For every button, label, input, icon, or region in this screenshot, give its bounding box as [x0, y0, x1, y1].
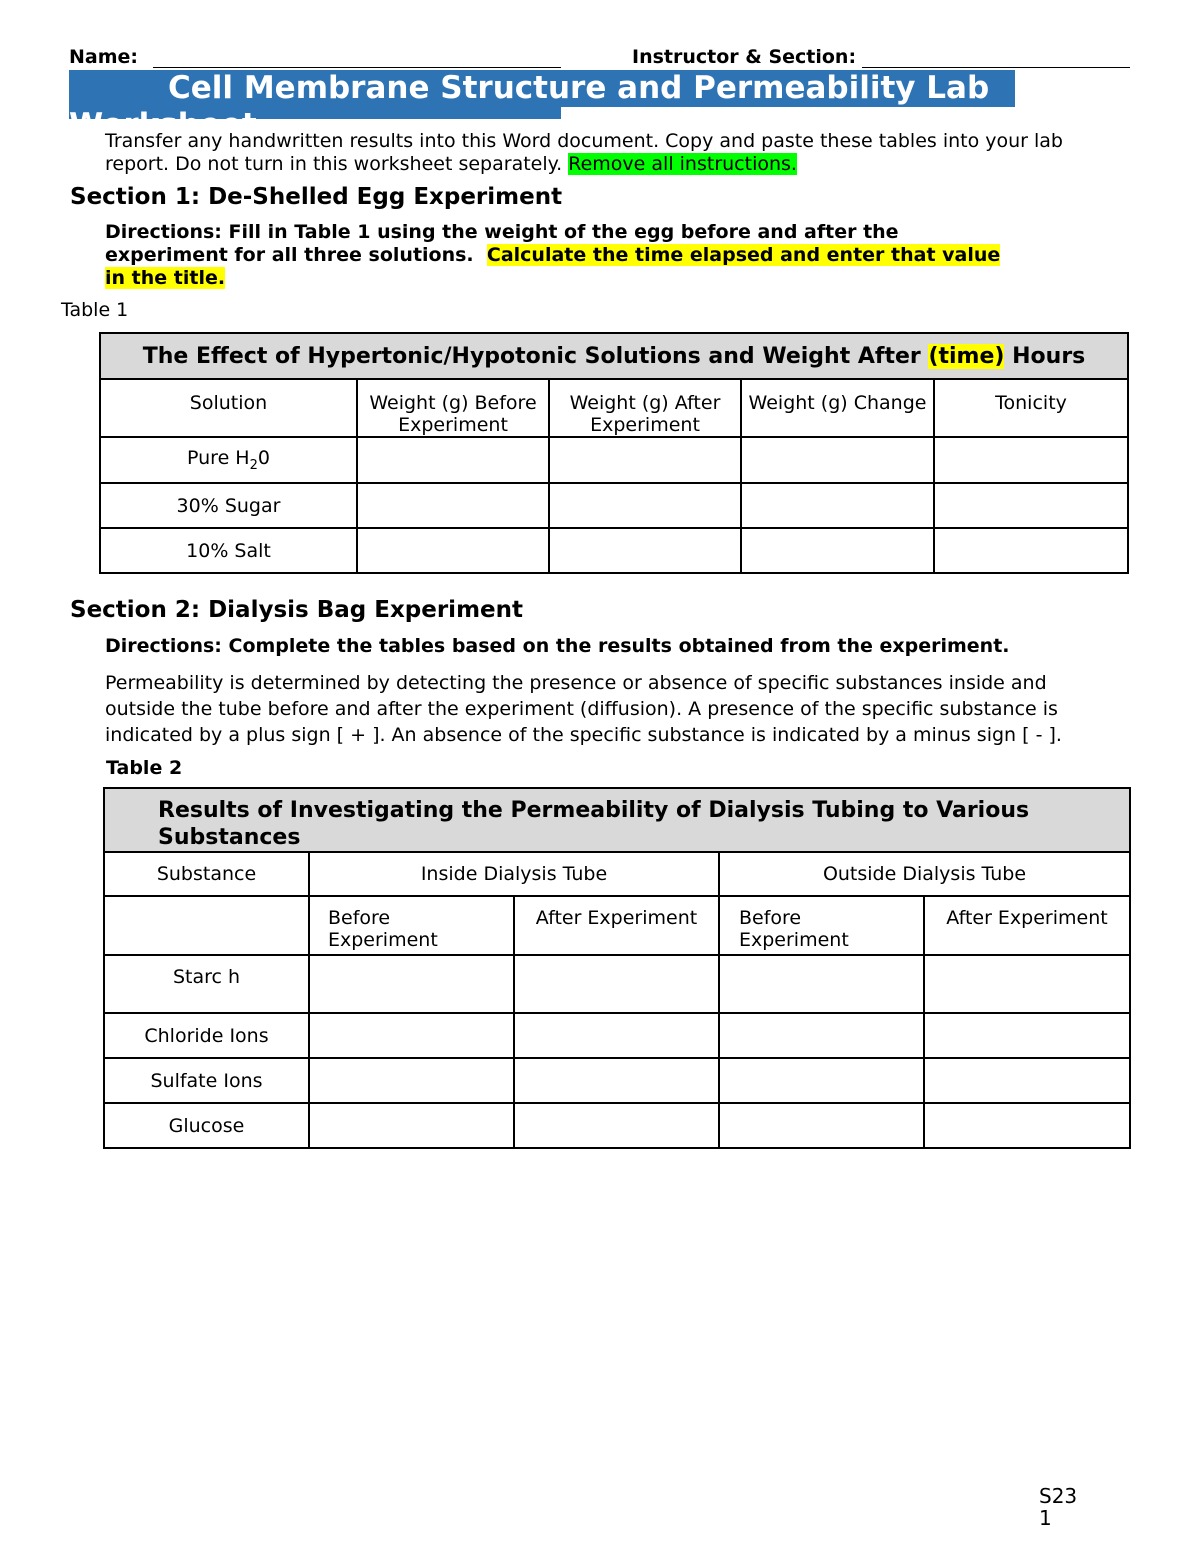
table1-title-a: The Effect of Hypertonic/Hypotonic Solutions and Weight After — [142, 343, 921, 369]
table1-header-change: Weight (g) Change — [741, 379, 934, 437]
table-cell[interactable] — [934, 437, 1128, 483]
section2-paragraph — [105, 670, 1062, 748]
table2-row-label: Sulfate Ions — [104, 1058, 309, 1103]
table2-title — [104, 788, 1130, 852]
table2-label: Table 2 — [106, 757, 183, 779]
table1 — [99, 332, 1129, 574]
page-title: Cell Membrane Structure and Permeability Lab — [168, 70, 990, 106]
table2-header-substance: Substance — [104, 852, 309, 896]
table-cell[interactable] — [357, 437, 549, 483]
table2-header-outside: Outside Dialysis Tube — [719, 852, 1130, 896]
table2-header-inside: Inside Dialysis Tube — [309, 852, 719, 896]
intro-paragraph — [105, 130, 1105, 176]
section1-heading: Section 1: De-Shelled Egg Experiment — [70, 184, 563, 210]
table-cell — [104, 896, 309, 955]
table2-sub-before-outside: Before Experiment — [719, 896, 924, 955]
table-cell[interactable] — [309, 1013, 514, 1058]
table2-sub-before-inside: Before Experiment — [309, 896, 514, 955]
table-cell[interactable] — [924, 1013, 1130, 1058]
page-title-line2: Worksheet — [69, 107, 257, 143]
table2-row-label: Glucose — [104, 1103, 309, 1148]
table-cell[interactable] — [514, 1103, 719, 1148]
instructor-field[interactable] — [862, 67, 1130, 68]
table2-sub-after-inside: After Experiment — [514, 896, 719, 955]
section1-highlight-line2: in the title. — [105, 267, 226, 289]
subscript-2: 2 — [249, 457, 258, 473]
section2-paragraph-line1: Permeability is determined by detecting the presence or absence of specific substances inside and — [105, 672, 1047, 694]
table2-title-line1: Results of Investigating the Permeability of Dialysis Tubing to Various — [158, 798, 1030, 823]
name-field[interactable] — [153, 67, 561, 68]
section1-directions — [105, 221, 1065, 290]
intro-text: Transfer any handwritten results into this Word document. Copy and paste these tables into your lab report. Do not turn in this worksheet separately. — [105, 130, 1063, 175]
table-cell[interactable] — [719, 1058, 924, 1103]
table1-row-label: 30% Sugar — [100, 483, 357, 528]
section1-directions-line3-wrap — [105, 267, 1065, 290]
section1-directions-line2-wrap — [105, 244, 1065, 267]
table1-title — [100, 333, 1128, 379]
table1-row-label: 10% Salt — [100, 528, 357, 573]
table2-sub-after-outside: After Experiment — [924, 896, 1130, 955]
table-cell[interactable] — [514, 1058, 719, 1103]
table-cell[interactable] — [924, 955, 1130, 1013]
section2-paragraph-line3: indicated by a plus sign [ + ]. An absence of the specific substance is indicated by a minus sign [ - ]. — [105, 724, 1062, 746]
table-cell[interactable] — [514, 1013, 719, 1058]
table1-row-label — [100, 437, 357, 483]
table1-header-solution: Solution — [100, 379, 357, 437]
table2-title-line2: Substances — [158, 825, 301, 850]
table-cell[interactable] — [924, 1058, 1130, 1103]
table1-header-tonicity: Tonicity — [934, 379, 1128, 437]
section1-highlight-line1: Calculate the time elapsed and enter that value — [486, 244, 1001, 266]
name-label: Name: — [69, 46, 139, 68]
footer-page: 1 — [1039, 1506, 1052, 1530]
table-cell[interactable] — [357, 483, 549, 528]
table1-row-pure-water-tail: 0 — [257, 447, 270, 470]
table-cell[interactable] — [934, 528, 1128, 573]
table2-row-label: Starc h — [104, 955, 309, 1013]
intro-highlight: Remove all instructions. — [568, 153, 797, 175]
table-cell[interactable] — [741, 528, 934, 573]
footer-page-clip — [1039, 1506, 1069, 1530]
table-cell[interactable] — [309, 955, 514, 1013]
section1-directions-line1: Directions: Fill in Table 1 using the weight of the egg before and after the — [105, 221, 899, 243]
table1-label: Table 1 — [61, 299, 129, 321]
table-cell[interactable] — [719, 955, 924, 1013]
instructor-label: Instructor & Section: — [632, 46, 857, 68]
table-cell[interactable] — [719, 1013, 924, 1058]
table-cell[interactable] — [549, 483, 741, 528]
table-cell[interactable] — [514, 955, 719, 1013]
section2-heading: Section 2: Dialysis Bag Experiment — [70, 597, 524, 623]
table-cell[interactable] — [309, 1103, 514, 1148]
table-cell[interactable] — [924, 1103, 1130, 1148]
table2 — [103, 787, 1131, 1149]
table-cell[interactable] — [309, 1058, 514, 1103]
section2-paragraph-line2: outside the tube before and after the experiment (diffusion). A presence of the specific substance is — [105, 698, 1058, 720]
table1-header-after: Weight (g) After Experiment — [549, 379, 741, 437]
table-cell[interactable] — [357, 528, 549, 573]
table-cell[interactable] — [719, 1103, 924, 1148]
table1-title-b: Hours — [1012, 343, 1086, 369]
table-cell[interactable] — [741, 483, 934, 528]
table-cell[interactable] — [934, 483, 1128, 528]
section2-directions: Directions: Complete the tables based on the results obtained from the experiment. — [105, 635, 1010, 657]
table1-header-before: Weight (g) Before Experiment — [357, 379, 549, 437]
table-cell[interactable] — [741, 437, 934, 483]
title-clip — [69, 70, 1015, 143]
table2-row-label: Chloride Ions — [104, 1013, 309, 1058]
table1-row-pure-water: Pure H — [187, 447, 250, 470]
table-cell[interactable] — [549, 528, 741, 573]
table1-title-time: (time) — [928, 343, 1005, 369]
section1-directions-line2: experiment for all three solutions. — [105, 244, 474, 266]
table-cell[interactable] — [549, 437, 741, 483]
footer-code: S23 — [1039, 1484, 1078, 1508]
